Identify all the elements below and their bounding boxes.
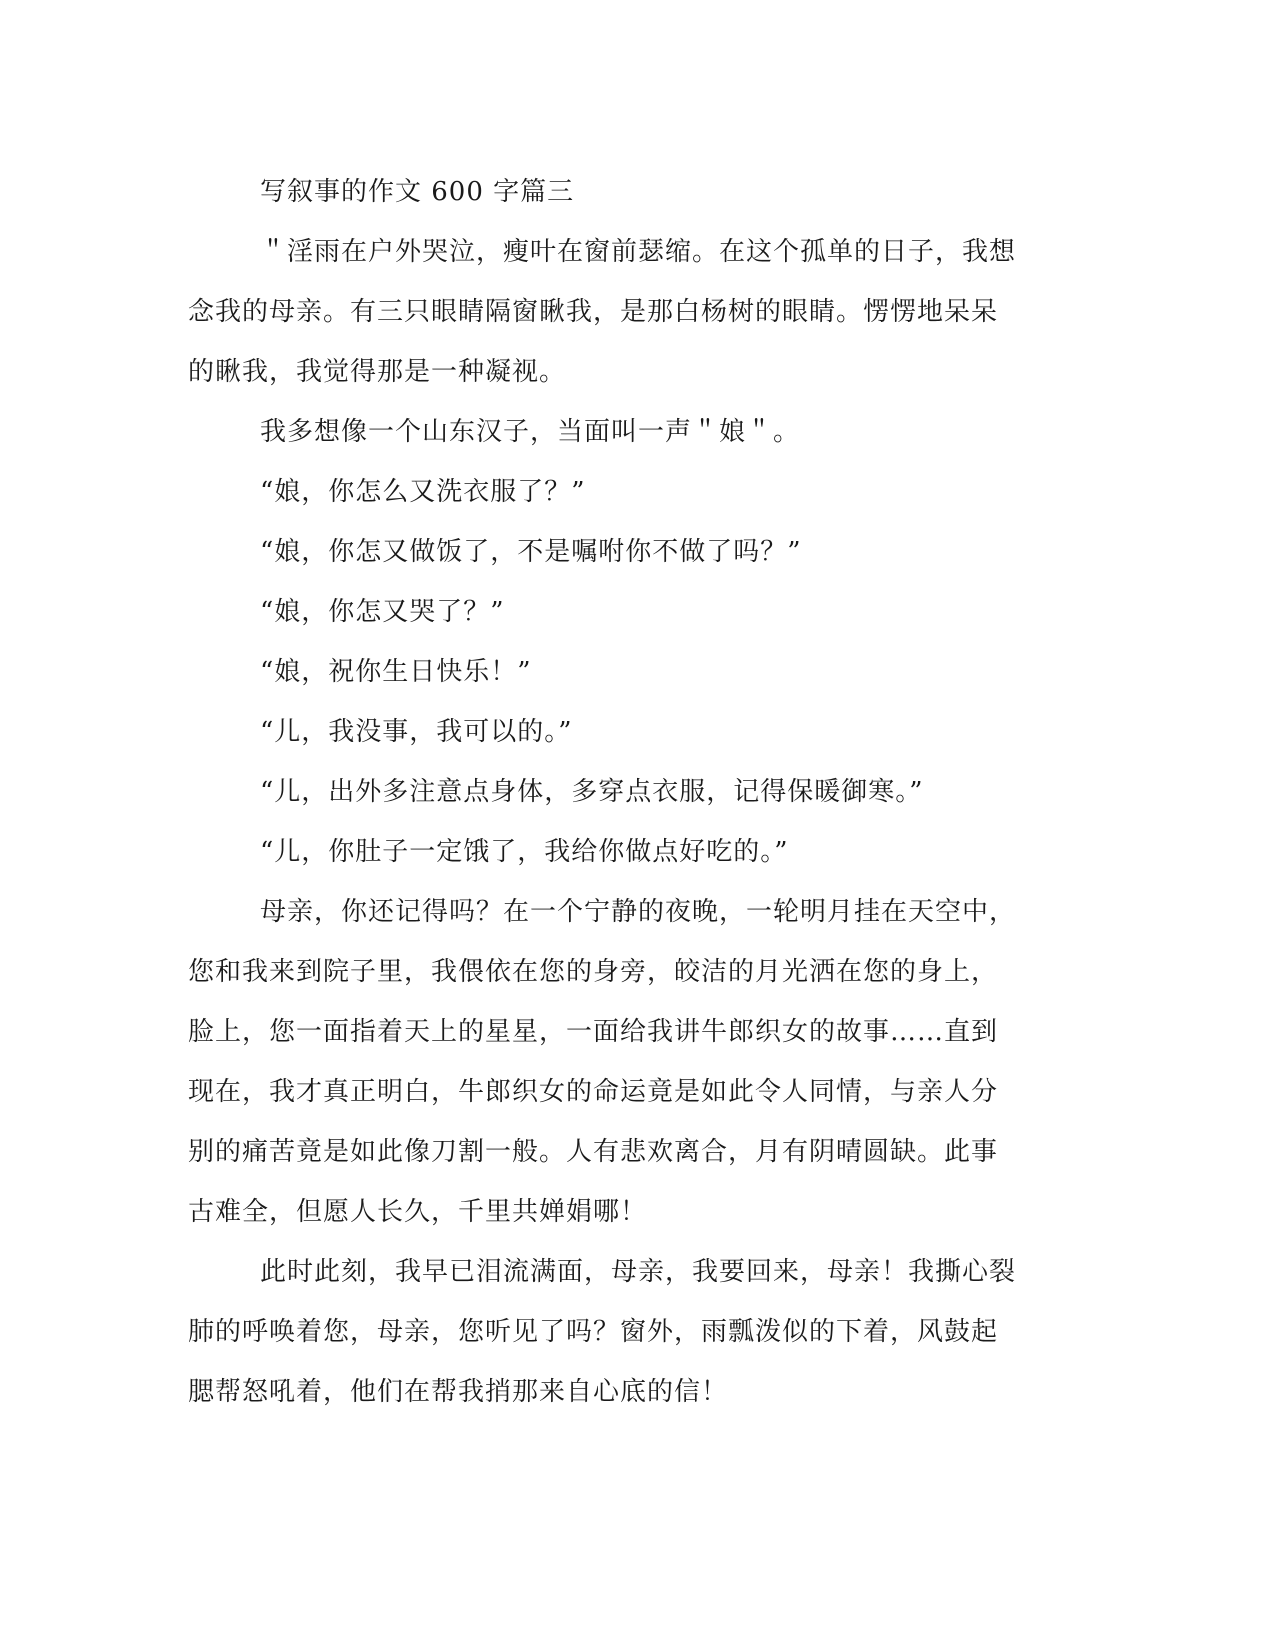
paragraph-line: 此时此刻，我早已泪流满面，母亲，我要回来，母亲！我撕心裂	[260, 1257, 1017, 1287]
paragraph-line: 念我的母亲。有三只眼睛隔窗瞅我，是那白杨树的眼睛。愣愣地呆呆	[188, 297, 999, 327]
document-title: 写叙事的作文 600 字篇三	[260, 177, 575, 207]
paragraph-line: 现在，我才真正明白，牛郎织女的命运竟是如此令人同情，与亲人分	[188, 1077, 999, 1107]
paragraph-line: 的瞅我，我觉得那是一种凝视。	[188, 357, 567, 387]
paragraph-line: 您和我来到院子里，我偎依在您的身旁，皎洁的月光洒在您的身上，	[188, 957, 999, 987]
dialogue-line: “娘，祝你生日快乐！”	[260, 657, 532, 687]
paragraph-line: 肺的呼唤着您，母亲，您听见了吗？窗外，雨瓢泼似的下着，风鼓起	[188, 1317, 999, 1347]
dialogue-line: “儿，你肚子一定饿了，我给你做点好吃的。”	[260, 837, 789, 867]
paragraph-line: ＂淫雨在户外哭泣，瘦叶在窗前瑟缩。在这个孤单的日子，我想	[260, 237, 1017, 267]
document-body	[188, 162, 1088, 1422]
dialogue-line: “儿，我没事，我可以的。”	[260, 717, 573, 747]
dialogue-line: “娘，你怎又哭了？”	[260, 597, 505, 627]
paragraph-line: 别的痛苦竟是如此像刀割一般。人有悲欢离合，月有阴晴圆缺。此事	[188, 1137, 999, 1167]
paragraph-line: 腮帮怒吼着，他们在帮我捎那来自心底的信！	[188, 1377, 729, 1407]
dialogue-line: “娘，你怎么又洗衣服了？”	[260, 477, 586, 507]
paragraph-line: 我多想像一个山东汉子，当面叫一声＂娘＂。	[260, 417, 801, 447]
paragraph-line: 脸上，您一面指着天上的星星，一面给我讲牛郎织女的故事……直到	[188, 1017, 999, 1047]
paragraph-line: 母亲，你还记得吗？在一个宁静的夜晚，一轮明月挂在天空中，	[260, 897, 1017, 927]
paragraph-line: 古难全，但愿人长久，千里共婵娟哪！	[188, 1197, 648, 1227]
dialogue-line: “儿，出外多注意点身体，多穿点衣服，记得保暖御寒。”	[260, 777, 924, 807]
dialogue-line: “娘，你怎又做饭了，不是嘱咐你不做了吗？”	[260, 537, 802, 567]
